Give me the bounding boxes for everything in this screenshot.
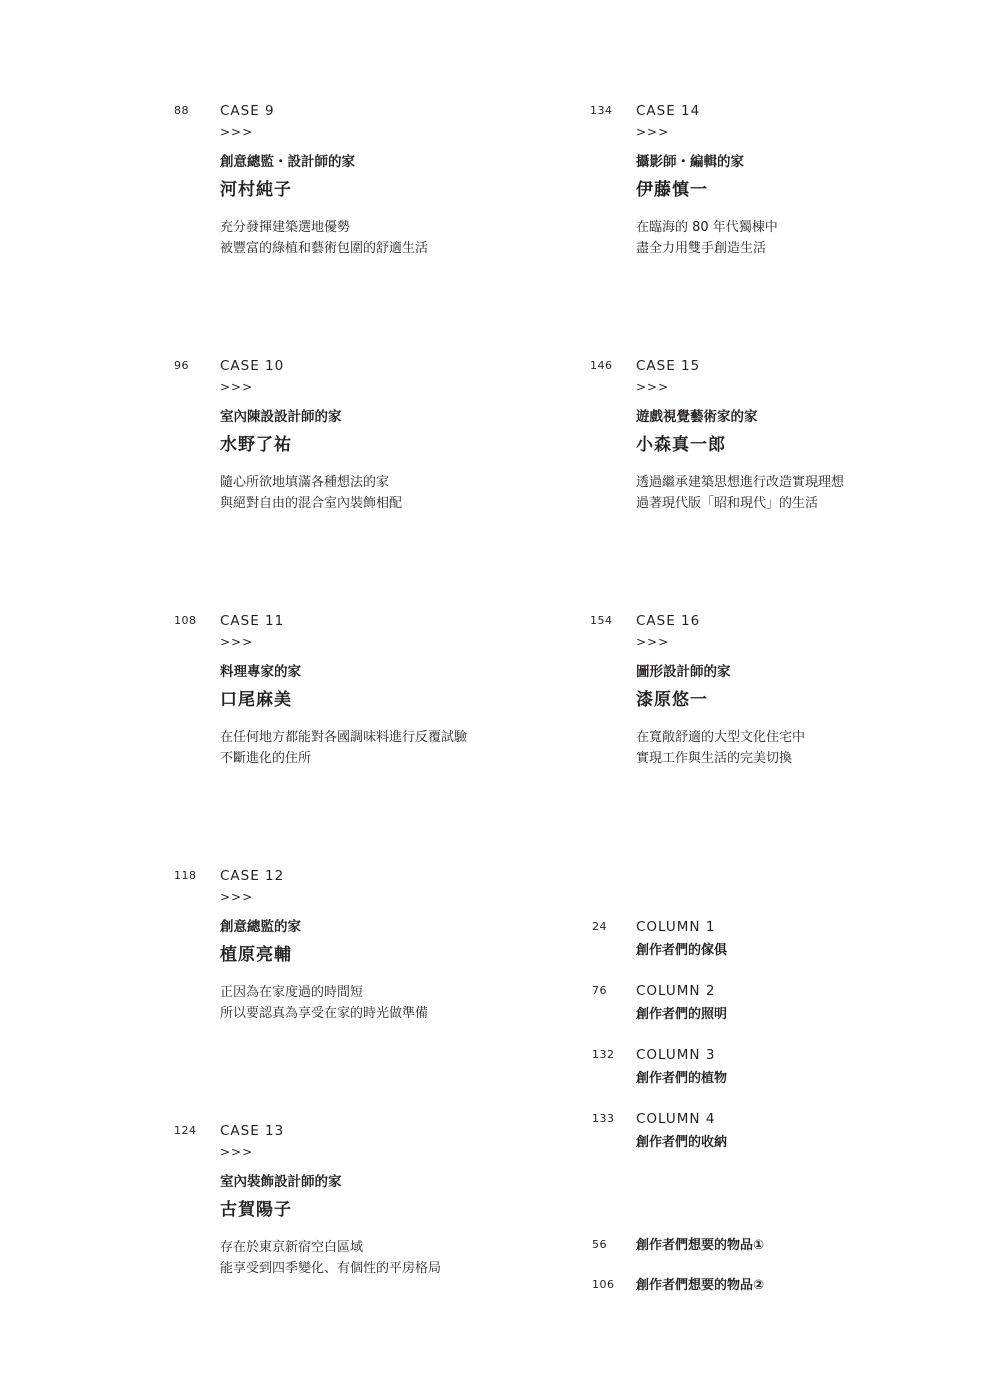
description-line: 透過繼承建築思想進行改造實現理想 [636, 475, 845, 490]
page-number: 146 [590, 359, 613, 372]
description-line: 正因為在家度過的時間短 [220, 985, 364, 1000]
case-label: CASE 11 [220, 613, 285, 629]
case-name: 小森真一郎 [636, 435, 726, 455]
description-line: 充分發揮建築選地優勢 [220, 220, 351, 235]
case-description [220, 472, 540, 514]
arrow-marker: >>> [636, 125, 670, 139]
arrow-marker: >>> [220, 635, 254, 649]
case-name: 古賀陽子 [220, 1200, 292, 1220]
column-label: COLUMN 3 [636, 1047, 716, 1063]
description-line: 存在於東京新宿空白區域 [220, 1240, 364, 1255]
case-name: 伊藤慎一 [636, 180, 708, 200]
page-number: 132 [592, 1048, 615, 1061]
case-role: 料理專家的家 [220, 664, 301, 680]
description-line: 在臨海的 80 年代獨棟中 [636, 220, 778, 235]
wanted-items-title: 創作者們想要的物品① [636, 1238, 765, 1253]
case-name: 河村純子 [220, 180, 292, 200]
page-number: 133 [592, 1112, 615, 1125]
description-line: 所以要認真為享受在家的時光做準備 [220, 1006, 429, 1021]
case-description [220, 727, 540, 769]
page-number: 154 [590, 614, 613, 627]
case-description [220, 217, 540, 259]
page-number: 96 [174, 359, 189, 372]
description-line: 隨心所欲地填滿各種想法的家 [220, 475, 390, 490]
case-role: 創意總監・設計師的家 [220, 154, 355, 170]
case-description [220, 982, 540, 1024]
page-number: 24 [592, 920, 607, 933]
case-description [636, 217, 956, 259]
column-title: 創作者們的傢俱 [636, 943, 728, 958]
case-name: 植原亮輔 [220, 945, 292, 965]
case-role: 創意總監的家 [220, 919, 301, 935]
description-line: 在任何地方都能對各國調味料進行反覆試驗 [220, 730, 468, 745]
case-description [636, 727, 956, 769]
page-number: 108 [174, 614, 197, 627]
page-number: 76 [592, 984, 607, 997]
description-line: 盡全力用雙手創造生活 [636, 241, 767, 256]
arrow-marker: >>> [220, 380, 254, 394]
case-name: 口尾麻美 [220, 690, 292, 710]
arrow-marker: >>> [220, 890, 254, 904]
description-line: 在寬敞舒適的大型文化住宅中 [636, 730, 806, 745]
page-number: 56 [592, 1238, 607, 1251]
page-number: 134 [590, 104, 613, 117]
column-label: COLUMN 2 [636, 983, 716, 999]
case-label: CASE 9 [220, 103, 275, 119]
column-label: COLUMN 1 [636, 919, 716, 935]
column-title: 創作者們的照明 [636, 1007, 728, 1022]
arrow-marker: >>> [636, 635, 670, 649]
description-line: 能享受到四季變化、有個性的平房格局 [220, 1261, 442, 1276]
case-description [636, 472, 956, 514]
arrow-marker: >>> [220, 1145, 254, 1159]
column-label: COLUMN 4 [636, 1111, 716, 1127]
case-label: CASE 16 [636, 613, 701, 629]
description-line: 過著現代版「昭和現代」的生活 [636, 496, 819, 511]
case-role: 圖形設計師的家 [636, 664, 731, 680]
case-label: CASE 13 [220, 1123, 285, 1139]
case-role: 遊戲視覺藝術家的家 [636, 409, 758, 425]
case-description [220, 1237, 540, 1279]
column-title: 創作者們的收納 [636, 1135, 728, 1150]
description-line: 不斷進化的住所 [220, 751, 312, 766]
case-label: CASE 14 [636, 103, 701, 119]
description-line: 被豐富的綠植和藝術包圍的舒適生活 [220, 241, 429, 256]
case-label: CASE 12 [220, 868, 285, 884]
column-title: 創作者們的植物 [636, 1071, 728, 1086]
case-label: CASE 10 [220, 358, 285, 374]
case-name: 漆原悠一 [636, 690, 708, 710]
page-number: 124 [174, 1124, 197, 1137]
arrow-marker: >>> [220, 125, 254, 139]
case-role: 室內裝飾設計師的家 [220, 1174, 342, 1190]
case-name: 水野了祐 [220, 435, 292, 455]
page-number: 106 [592, 1278, 615, 1291]
arrow-marker: >>> [636, 380, 670, 394]
case-role: 室內陳設設計師的家 [220, 409, 342, 425]
page-number: 118 [174, 869, 197, 882]
description-line: 與絕對自由的混合室內裝飾相配 [220, 496, 403, 511]
case-label: CASE 15 [636, 358, 701, 374]
description-line: 實現工作與生活的完美切換 [636, 751, 793, 766]
case-role: 攝影師・編輯的家 [636, 154, 744, 170]
page-number: 88 [174, 104, 189, 117]
wanted-items-title: 創作者們想要的物品② [636, 1278, 765, 1293]
